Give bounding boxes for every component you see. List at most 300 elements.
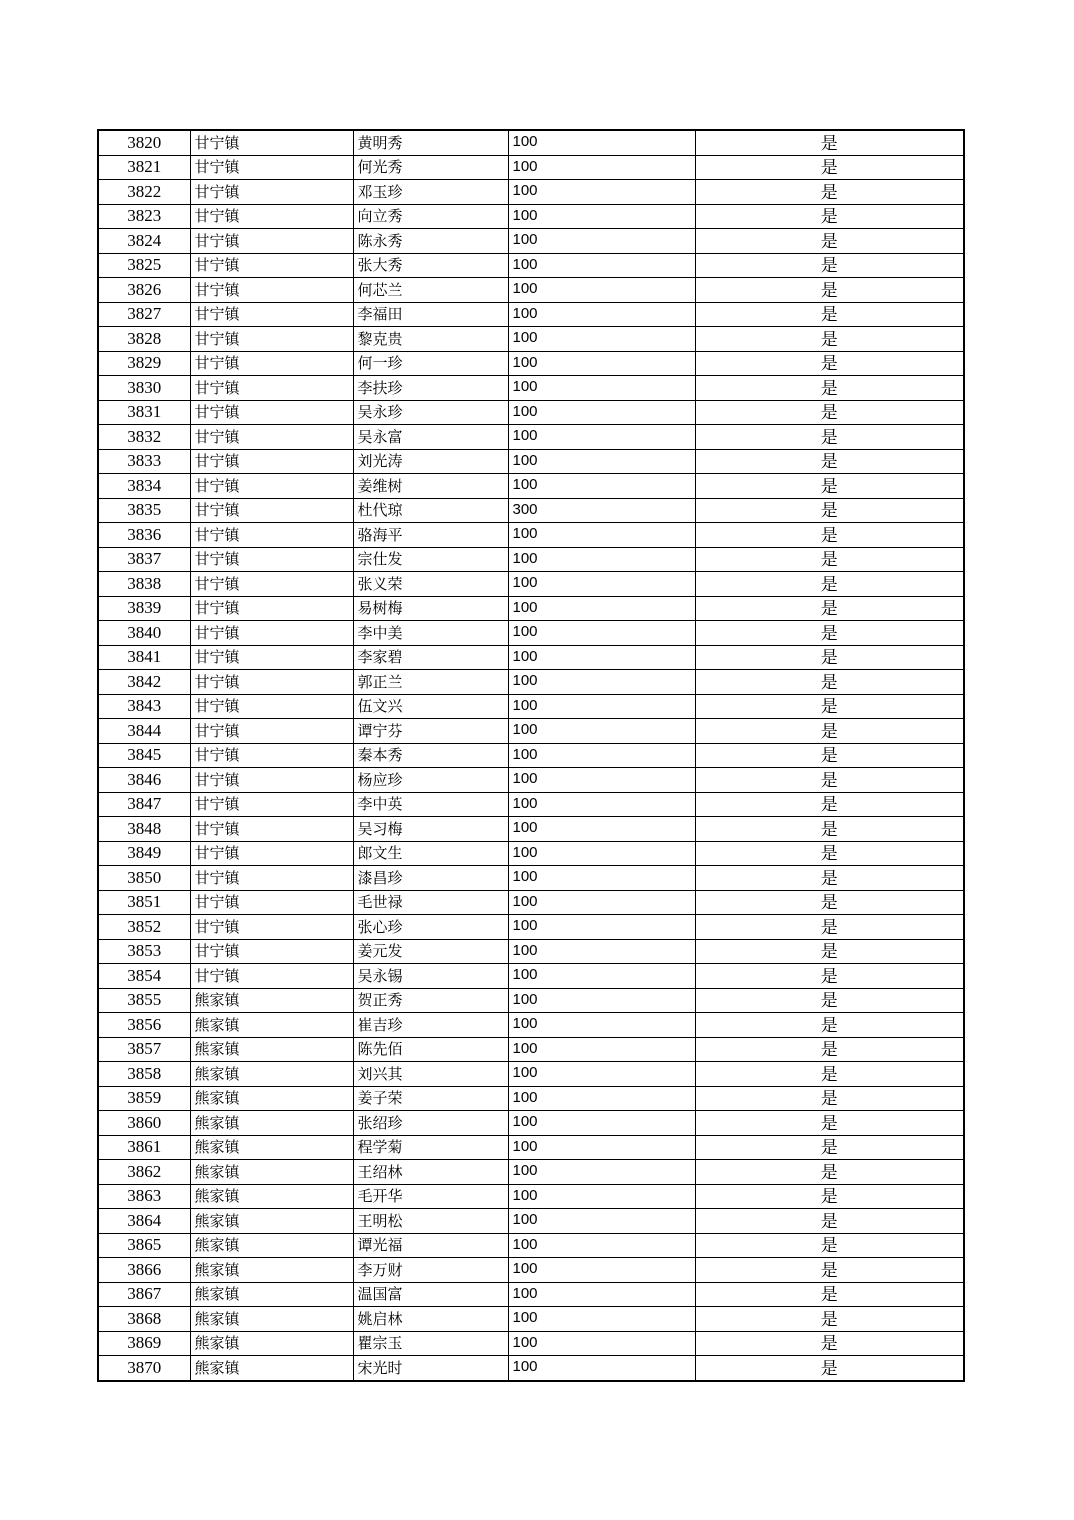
person-name-cell: 毛开华 <box>353 1184 508 1209</box>
town-cell: 甘宁镇 <box>190 278 353 303</box>
table-row <box>98 1135 964 1160</box>
person-name-cell: 王绍林 <box>353 1160 508 1185</box>
amount-cell: 100 <box>508 400 695 425</box>
amount-cell: 100 <box>508 302 695 327</box>
person-name-cell: 向立秀 <box>353 204 508 229</box>
table-row <box>98 621 964 646</box>
serial-number-cell: 3858 <box>98 1062 190 1087</box>
table-row <box>98 547 964 572</box>
amount-cell: 100 <box>508 768 695 793</box>
table-row <box>98 768 964 793</box>
person-name-cell: 伍文兴 <box>353 694 508 719</box>
serial-number-cell: 3826 <box>98 278 190 303</box>
status-cell: 是 <box>695 351 964 376</box>
amount-cell: 100 <box>508 915 695 940</box>
table-row <box>98 253 964 278</box>
amount-cell: 100 <box>508 523 695 548</box>
status-cell: 是 <box>695 1135 964 1160</box>
serial-number-cell: 3854 <box>98 964 190 989</box>
status-cell: 是 <box>695 302 964 327</box>
table-row <box>98 572 964 597</box>
serial-number-cell: 3864 <box>98 1209 190 1234</box>
person-name-cell: 黎克贵 <box>353 327 508 352</box>
serial-number-cell: 3832 <box>98 425 190 450</box>
status-cell: 是 <box>695 498 964 523</box>
status-cell: 是 <box>695 1184 964 1209</box>
table-row <box>98 596 964 621</box>
serial-number-cell: 3829 <box>98 351 190 376</box>
amount-cell: 100 <box>508 1037 695 1062</box>
serial-number-cell: 3841 <box>98 645 190 670</box>
amount-cell: 100 <box>508 376 695 401</box>
amount-cell: 100 <box>508 743 695 768</box>
person-name-cell: 李扶珍 <box>353 376 508 401</box>
serial-number-cell: 3836 <box>98 523 190 548</box>
table-row <box>98 670 964 695</box>
status-cell: 是 <box>695 866 964 891</box>
status-cell: 是 <box>695 400 964 425</box>
table-row <box>98 1233 964 1258</box>
serial-number-cell: 3825 <box>98 253 190 278</box>
status-cell: 是 <box>695 1160 964 1185</box>
town-cell: 甘宁镇 <box>190 743 353 768</box>
serial-number-cell: 3863 <box>98 1184 190 1209</box>
amount-cell: 100 <box>508 1013 695 1038</box>
amount-cell: 100 <box>508 278 695 303</box>
amount-cell: 100 <box>508 1086 695 1111</box>
status-cell: 是 <box>695 743 964 768</box>
person-name-cell: 李福田 <box>353 302 508 327</box>
table-row <box>98 302 964 327</box>
amount-cell: 100 <box>508 180 695 205</box>
town-cell: 熊家镇 <box>190 1086 353 1111</box>
amount-cell: 100 <box>508 474 695 499</box>
amount-cell: 100 <box>508 866 695 891</box>
serial-number-cell: 3822 <box>98 180 190 205</box>
person-name-cell: 李中美 <box>353 621 508 646</box>
status-cell: 是 <box>695 425 964 450</box>
serial-number-cell: 3835 <box>98 498 190 523</box>
table-row <box>98 1037 964 1062</box>
town-cell: 甘宁镇 <box>190 449 353 474</box>
person-name-cell: 王明松 <box>353 1209 508 1234</box>
serial-number-cell: 3844 <box>98 719 190 744</box>
status-cell: 是 <box>695 523 964 548</box>
town-cell: 甘宁镇 <box>190 964 353 989</box>
person-name-cell: 程学菊 <box>353 1135 508 1160</box>
town-cell: 甘宁镇 <box>190 621 353 646</box>
table-row <box>98 645 964 670</box>
person-name-cell: 易树梅 <box>353 596 508 621</box>
serial-number-cell: 3842 <box>98 670 190 695</box>
person-name-cell: 吴永富 <box>353 425 508 450</box>
status-cell: 是 <box>695 474 964 499</box>
person-name-cell: 张义荣 <box>353 572 508 597</box>
town-cell: 甘宁镇 <box>190 768 353 793</box>
person-name-cell: 刘光涛 <box>353 449 508 474</box>
town-cell: 熊家镇 <box>190 1037 353 1062</box>
amount-cell: 100 <box>508 327 695 352</box>
amount-cell: 100 <box>508 1184 695 1209</box>
town-cell: 甘宁镇 <box>190 939 353 964</box>
table-row <box>98 866 964 891</box>
amount-cell: 100 <box>508 572 695 597</box>
status-cell: 是 <box>695 890 964 915</box>
amount-cell: 100 <box>508 155 695 180</box>
status-cell: 是 <box>695 155 964 180</box>
person-name-cell: 郎文生 <box>353 841 508 866</box>
status-cell: 是 <box>695 645 964 670</box>
amount-cell: 100 <box>508 204 695 229</box>
serial-number-cell: 3845 <box>98 743 190 768</box>
status-cell: 是 <box>695 1233 964 1258</box>
data-table <box>97 129 965 1382</box>
town-cell: 甘宁镇 <box>190 670 353 695</box>
person-name-cell: 贺正秀 <box>353 988 508 1013</box>
status-cell: 是 <box>695 1307 964 1332</box>
amount-cell: 100 <box>508 939 695 964</box>
person-name-cell: 刘兴其 <box>353 1062 508 1087</box>
table-row <box>98 1356 964 1381</box>
town-cell: 熊家镇 <box>190 1209 353 1234</box>
table-row <box>98 229 964 254</box>
town-cell: 熊家镇 <box>190 988 353 1013</box>
table-row <box>98 817 964 842</box>
town-cell: 甘宁镇 <box>190 694 353 719</box>
table-row <box>98 474 964 499</box>
status-cell: 是 <box>695 547 964 572</box>
town-cell: 熊家镇 <box>190 1233 353 1258</box>
person-name-cell: 邓玉珍 <box>353 180 508 205</box>
status-cell: 是 <box>695 1209 964 1234</box>
amount-cell: 100 <box>508 1331 695 1356</box>
person-name-cell: 张心珍 <box>353 915 508 940</box>
amount-cell: 100 <box>508 1233 695 1258</box>
status-cell: 是 <box>695 253 964 278</box>
status-cell: 是 <box>695 130 964 155</box>
person-name-cell: 瞿宗玉 <box>353 1331 508 1356</box>
table-row <box>98 327 964 352</box>
status-cell: 是 <box>695 939 964 964</box>
person-name-cell: 张绍珍 <box>353 1111 508 1136</box>
status-cell: 是 <box>695 964 964 989</box>
amount-cell: 100 <box>508 547 695 572</box>
amount-cell: 100 <box>508 449 695 474</box>
serial-number-cell: 3848 <box>98 817 190 842</box>
amount-cell: 100 <box>508 425 695 450</box>
serial-number-cell: 3850 <box>98 866 190 891</box>
serial-number-cell: 3824 <box>98 229 190 254</box>
serial-number-cell: 3860 <box>98 1111 190 1136</box>
town-cell: 甘宁镇 <box>190 792 353 817</box>
table-row <box>98 890 964 915</box>
town-cell: 甘宁镇 <box>190 890 353 915</box>
table-row <box>98 988 964 1013</box>
serial-number-cell: 3839 <box>98 596 190 621</box>
town-cell: 甘宁镇 <box>190 474 353 499</box>
person-name-cell: 温国富 <box>353 1282 508 1307</box>
status-cell: 是 <box>695 596 964 621</box>
amount-cell: 100 <box>508 1282 695 1307</box>
serial-number-cell: 3853 <box>98 939 190 964</box>
table-row <box>98 841 964 866</box>
table-row <box>98 1209 964 1234</box>
table-row <box>98 1160 964 1185</box>
status-cell: 是 <box>695 621 964 646</box>
amount-cell: 100 <box>508 719 695 744</box>
town-cell: 熊家镇 <box>190 1356 353 1381</box>
table-row <box>98 1331 964 1356</box>
status-cell: 是 <box>695 694 964 719</box>
serial-number-cell: 3821 <box>98 155 190 180</box>
table-row <box>98 130 964 155</box>
amount-cell: 100 <box>508 1111 695 1136</box>
person-name-cell: 李万财 <box>353 1258 508 1283</box>
person-name-cell: 秦本秀 <box>353 743 508 768</box>
status-cell: 是 <box>695 988 964 1013</box>
person-name-cell: 陈先佰 <box>353 1037 508 1062</box>
town-cell: 甘宁镇 <box>190 130 353 155</box>
status-cell: 是 <box>695 204 964 229</box>
town-cell: 甘宁镇 <box>190 841 353 866</box>
person-name-cell: 毛世禄 <box>353 890 508 915</box>
town-cell: 甘宁镇 <box>190 719 353 744</box>
serial-number-cell: 3861 <box>98 1135 190 1160</box>
amount-cell: 100 <box>508 1258 695 1283</box>
table-row <box>98 204 964 229</box>
serial-number-cell: 3856 <box>98 1013 190 1038</box>
serial-number-cell: 3869 <box>98 1331 190 1356</box>
town-cell: 甘宁镇 <box>190 645 353 670</box>
table-row <box>98 1086 964 1111</box>
person-name-cell: 张大秀 <box>353 253 508 278</box>
town-cell: 甘宁镇 <box>190 327 353 352</box>
town-cell: 熊家镇 <box>190 1184 353 1209</box>
status-cell: 是 <box>695 1331 964 1356</box>
amount-cell: 100 <box>508 645 695 670</box>
person-name-cell: 姜维树 <box>353 474 508 499</box>
town-cell: 甘宁镇 <box>190 866 353 891</box>
status-cell: 是 <box>695 376 964 401</box>
serial-number-cell: 3823 <box>98 204 190 229</box>
town-cell: 甘宁镇 <box>190 302 353 327</box>
town-cell: 熊家镇 <box>190 1160 353 1185</box>
serial-number-cell: 3857 <box>98 1037 190 1062</box>
serial-number-cell: 3849 <box>98 841 190 866</box>
table-row <box>98 523 964 548</box>
person-name-cell: 姜元发 <box>353 939 508 964</box>
status-cell: 是 <box>695 670 964 695</box>
serial-number-cell: 3852 <box>98 915 190 940</box>
town-cell: 熊家镇 <box>190 1111 353 1136</box>
table-row <box>98 449 964 474</box>
person-name-cell: 何一珍 <box>353 351 508 376</box>
status-cell: 是 <box>695 229 964 254</box>
town-cell: 熊家镇 <box>190 1258 353 1283</box>
amount-cell: 100 <box>508 229 695 254</box>
serial-number-cell: 3851 <box>98 890 190 915</box>
status-cell: 是 <box>695 792 964 817</box>
amount-cell: 100 <box>508 792 695 817</box>
status-cell: 是 <box>695 1062 964 1087</box>
serial-number-cell: 3862 <box>98 1160 190 1185</box>
town-cell: 甘宁镇 <box>190 204 353 229</box>
table-row <box>98 915 964 940</box>
person-name-cell: 吴习梅 <box>353 817 508 842</box>
town-cell: 熊家镇 <box>190 1013 353 1038</box>
serial-number-cell: 3830 <box>98 376 190 401</box>
person-name-cell: 吴永珍 <box>353 400 508 425</box>
town-cell: 熊家镇 <box>190 1282 353 1307</box>
serial-number-cell: 3837 <box>98 547 190 572</box>
status-cell: 是 <box>695 1037 964 1062</box>
amount-cell: 100 <box>508 964 695 989</box>
town-cell: 熊家镇 <box>190 1062 353 1087</box>
table-row <box>98 278 964 303</box>
town-cell: 甘宁镇 <box>190 351 353 376</box>
amount-cell: 100 <box>508 253 695 278</box>
table-row <box>98 1013 964 1038</box>
town-cell: 甘宁镇 <box>190 400 353 425</box>
person-name-cell: 宋光时 <box>353 1356 508 1381</box>
table-row <box>98 694 964 719</box>
town-cell: 熊家镇 <box>190 1135 353 1160</box>
amount-cell: 100 <box>508 988 695 1013</box>
person-name-cell: 谭宁芬 <box>353 719 508 744</box>
table-row <box>98 1184 964 1209</box>
serial-number-cell: 3838 <box>98 572 190 597</box>
town-cell: 熊家镇 <box>190 1307 353 1332</box>
status-cell: 是 <box>695 572 964 597</box>
table-row <box>98 376 964 401</box>
status-cell: 是 <box>695 1111 964 1136</box>
serial-number-cell: 3870 <box>98 1356 190 1381</box>
person-name-cell: 黄明秀 <box>353 130 508 155</box>
person-name-cell: 漆昌珍 <box>353 866 508 891</box>
status-cell: 是 <box>695 768 964 793</box>
amount-cell: 100 <box>508 1135 695 1160</box>
status-cell: 是 <box>695 1258 964 1283</box>
person-name-cell: 李中英 <box>353 792 508 817</box>
serial-number-cell: 3867 <box>98 1282 190 1307</box>
status-cell: 是 <box>695 327 964 352</box>
status-cell: 是 <box>695 1086 964 1111</box>
status-cell: 是 <box>695 278 964 303</box>
amount-cell: 300 <box>508 498 695 523</box>
amount-cell: 100 <box>508 1062 695 1087</box>
status-cell: 是 <box>695 841 964 866</box>
person-name-cell: 崔吉珍 <box>353 1013 508 1038</box>
person-name-cell: 杨应珍 <box>353 768 508 793</box>
amount-cell: 100 <box>508 1160 695 1185</box>
serial-number-cell: 3847 <box>98 792 190 817</box>
town-cell: 甘宁镇 <box>190 915 353 940</box>
person-name-cell: 何光秀 <box>353 155 508 180</box>
serial-number-cell: 3840 <box>98 621 190 646</box>
serial-number-cell: 3859 <box>98 1086 190 1111</box>
serial-number-cell: 3827 <box>98 302 190 327</box>
town-cell: 甘宁镇 <box>190 523 353 548</box>
table-row <box>98 939 964 964</box>
serial-number-cell: 3865 <box>98 1233 190 1258</box>
person-name-cell: 骆海平 <box>353 523 508 548</box>
town-cell: 甘宁镇 <box>190 817 353 842</box>
serial-number-cell: 3855 <box>98 988 190 1013</box>
town-cell: 甘宁镇 <box>190 425 353 450</box>
serial-number-cell: 3846 <box>98 768 190 793</box>
amount-cell: 100 <box>508 817 695 842</box>
table-row <box>98 964 964 989</box>
table-row <box>98 743 964 768</box>
table-row <box>98 351 964 376</box>
serial-number-cell: 3833 <box>98 449 190 474</box>
status-cell: 是 <box>695 1356 964 1381</box>
person-name-cell: 杜代琼 <box>353 498 508 523</box>
person-name-cell: 姜子荣 <box>353 1086 508 1111</box>
person-name-cell: 宗仕发 <box>353 547 508 572</box>
town-cell: 甘宁镇 <box>190 253 353 278</box>
amount-cell: 100 <box>508 841 695 866</box>
serial-number-cell: 3820 <box>98 130 190 155</box>
amount-cell: 100 <box>508 890 695 915</box>
status-cell: 是 <box>695 449 964 474</box>
status-cell: 是 <box>695 1282 964 1307</box>
person-name-cell: 何芯兰 <box>353 278 508 303</box>
town-cell: 甘宁镇 <box>190 596 353 621</box>
table-row <box>98 1282 964 1307</box>
table-row <box>98 498 964 523</box>
status-cell: 是 <box>695 915 964 940</box>
table-row <box>98 400 964 425</box>
table-row <box>98 180 964 205</box>
person-name-cell: 陈永秀 <box>353 229 508 254</box>
amount-cell: 100 <box>508 596 695 621</box>
person-name-cell: 姚启林 <box>353 1307 508 1332</box>
serial-number-cell: 3831 <box>98 400 190 425</box>
town-cell: 甘宁镇 <box>190 155 353 180</box>
town-cell: 甘宁镇 <box>190 498 353 523</box>
table-row <box>98 1062 964 1087</box>
status-cell: 是 <box>695 180 964 205</box>
person-name-cell: 李家碧 <box>353 645 508 670</box>
serial-number-cell: 3866 <box>98 1258 190 1283</box>
table-row <box>98 1307 964 1332</box>
status-cell: 是 <box>695 817 964 842</box>
table-row <box>98 155 964 180</box>
table-row <box>98 1258 964 1283</box>
amount-cell: 100 <box>508 351 695 376</box>
town-cell: 甘宁镇 <box>190 572 353 597</box>
amount-cell: 100 <box>508 1209 695 1234</box>
amount-cell: 100 <box>508 621 695 646</box>
amount-cell: 100 <box>508 670 695 695</box>
amount-cell: 100 <box>508 694 695 719</box>
table-row <box>98 792 964 817</box>
town-cell: 甘宁镇 <box>190 376 353 401</box>
serial-number-cell: 3868 <box>98 1307 190 1332</box>
amount-cell: 100 <box>508 1356 695 1381</box>
table-row <box>98 425 964 450</box>
town-cell: 甘宁镇 <box>190 547 353 572</box>
town-cell: 甘宁镇 <box>190 180 353 205</box>
status-cell: 是 <box>695 1013 964 1038</box>
amount-cell: 100 <box>508 1307 695 1332</box>
person-name-cell: 吴永锡 <box>353 964 508 989</box>
amount-cell: 100 <box>508 130 695 155</box>
serial-number-cell: 3828 <box>98 327 190 352</box>
person-name-cell: 郭正兰 <box>353 670 508 695</box>
table-row <box>98 719 964 744</box>
